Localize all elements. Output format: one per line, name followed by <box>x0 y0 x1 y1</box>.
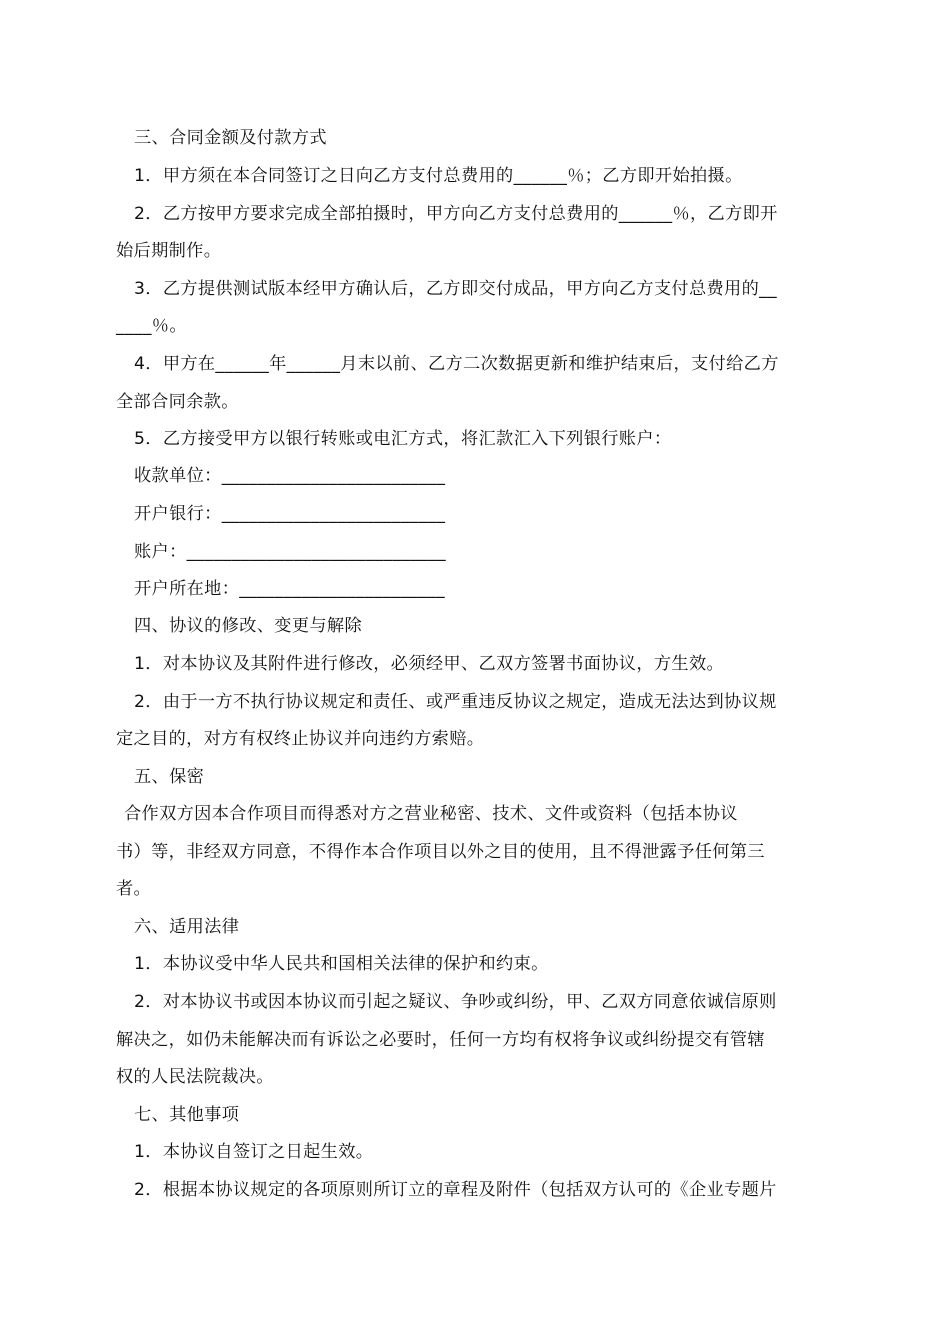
paragraph-line: 权的人民法院裁决。 <box>116 1067 274 1087</box>
paragraph-line: 5．乙方接受甲方以银行转账或电汇方式，将汇款汇入下列银行账户： <box>134 429 672 449</box>
section-heading-other: 七、其他事项 <box>134 1105 240 1125</box>
section-heading-confidentiality: 五、保密 <box>134 767 205 787</box>
paragraph-line: 书）等，非经双方同意，不得作本合作项目以外之目的使用，且不得泄露予任何第三 <box>116 842 765 862</box>
section-heading-payment: 三、合同金额及付款方式 <box>134 128 327 148</box>
paragraph-line: 2．由于一方不执行协议规定和责任、或严重违反协议之规定，造成无法达到协议规 <box>134 692 777 712</box>
paragraph-line: 始后期制作。 <box>116 241 222 261</box>
paragraph-line: 2．对本协议书或因本协议而引起之疑议、争吵或纠纷，甲、乙双方同意依诚信原则 <box>134 992 777 1012</box>
bank-payee-field: 收款单位：_________________________ <box>134 466 446 486</box>
bank-location-field: 开户所在地：_______________________ <box>134 579 445 599</box>
paragraph-line: 2．乙方按甲方要求完成全部拍摄时，甲方向乙方支付总费用的______％，乙方即开 <box>134 204 778 224</box>
paragraph-line: 1．对本协议及其附件进行修改，必须经甲、乙双方签署书面协议，方生效。 <box>134 654 725 674</box>
bank-name-field: 开户银行：_________________________ <box>134 504 446 524</box>
paragraph-line: 1．本协议自签订之日起生效。 <box>134 1142 374 1162</box>
paragraph-line: 3．乙方提供测试版本经甲方确认后，乙方即交付成品，甲方向乙方支付总费用的__ <box>134 279 777 299</box>
paragraph-line: 解决之，如仍未能解决而有诉讼之必要时，任何一方均有权将争议或纠纷提交有管辖 <box>116 1030 765 1050</box>
paragraph-line: 1．本协议受中华人民共和国相关法律的保护和约束。 <box>134 954 549 974</box>
paragraph-line: 全部合同余款。 <box>116 392 239 412</box>
paragraph-line: 2．根据本协议规定的各项原则所订立的章程及附件（包括双方认可的《企业专题片 <box>134 1180 777 1200</box>
paragraph-line: 1．甲方须在本合同签订之日向乙方支付总费用的______％；乙方即开始拍摄。 <box>134 166 743 186</box>
paragraph-line: 定之目的，对方有权终止协议并向违约方索赔。 <box>116 729 485 749</box>
section-heading-law: 六、适用法律 <box>134 917 240 937</box>
paragraph-line: 4．甲方在______年______月末以前、乙方二次数据更新和维护结束后，支付给乙方 <box>134 354 779 374</box>
paragraph-line: ____％。 <box>116 316 187 336</box>
section-heading-amendment: 四、协议的修改、变更与解除 <box>134 616 362 636</box>
paragraph-line: 者。 <box>116 879 152 899</box>
paragraph-line: 合作双方因本合作项目而得悉对方之营业秘密、技术、文件或资料（包括本协议 <box>124 804 738 824</box>
bank-account-field: 账户：_____________________________ <box>134 542 446 562</box>
